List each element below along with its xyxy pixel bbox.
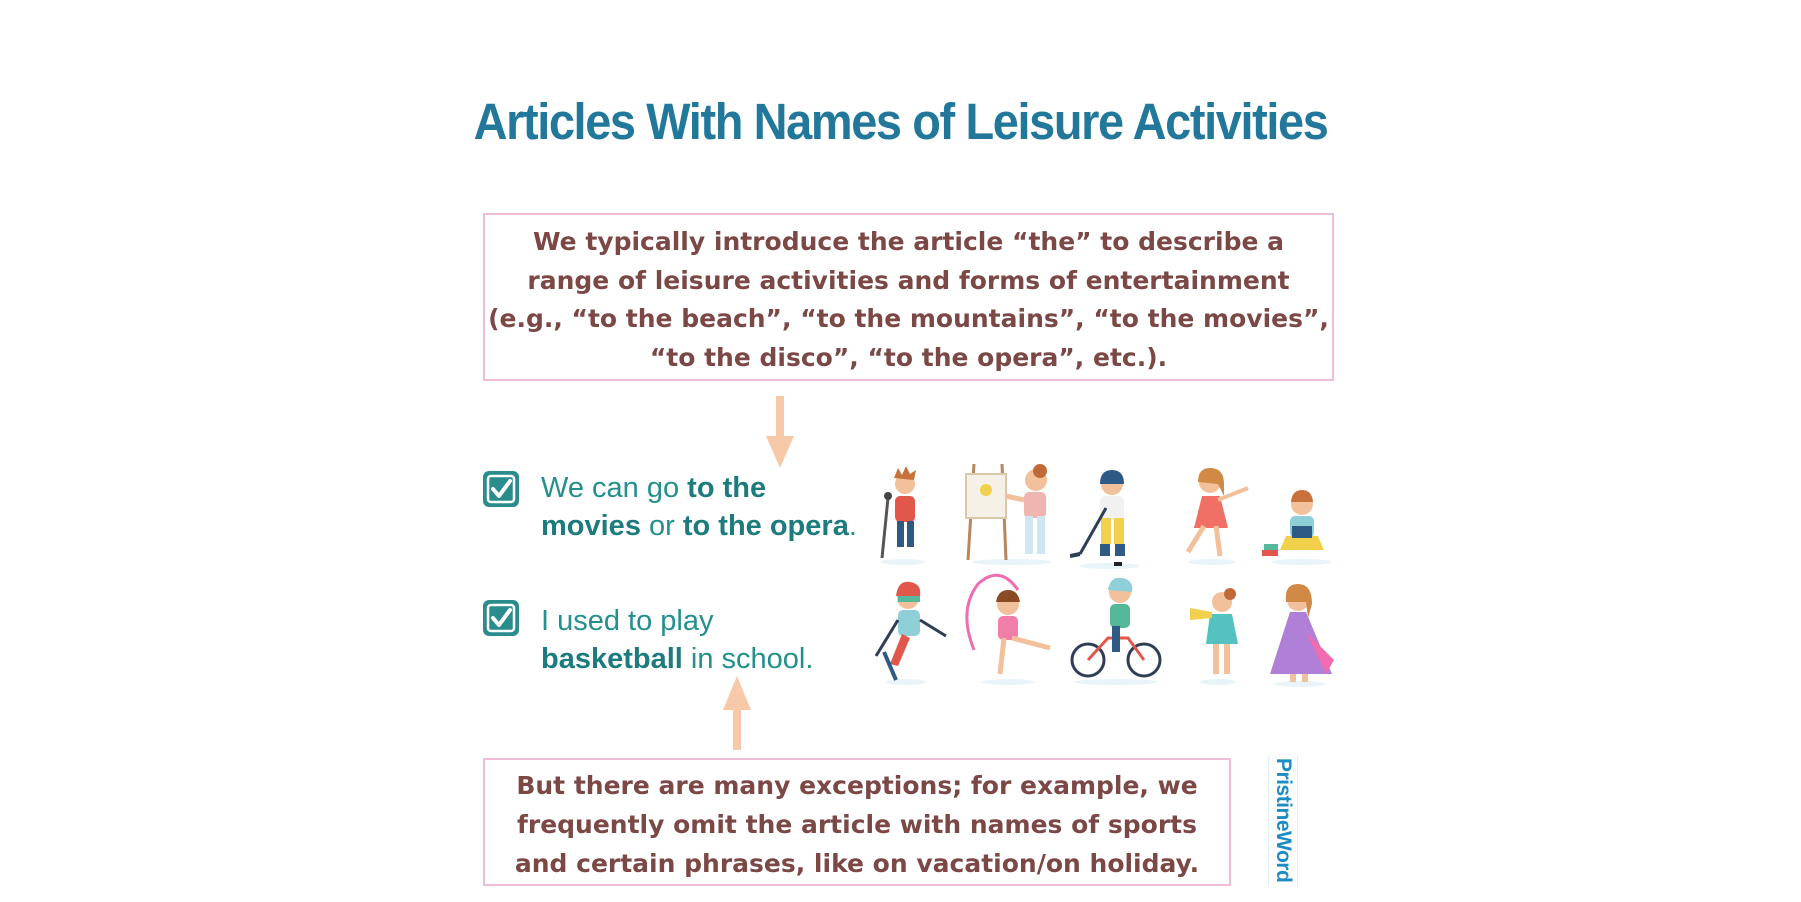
brand-text: PristineWord — [1272, 758, 1295, 883]
emphasis: to the — [687, 472, 767, 504]
exception-box — [483, 758, 1231, 886]
kid-hockey-illustration — [1070, 468, 1152, 570]
intro-line: (e.g., “to the beach”, “to the mountains”, “to the movies”, — [488, 304, 1329, 333]
exception-line: But there are many exceptions; for example, we — [516, 771, 1198, 800]
up-arrow-icon — [723, 676, 751, 750]
kid-cycling-illustration — [1068, 576, 1164, 686]
kid-painting-illustration — [962, 460, 1062, 566]
kid-princess-illustration — [1260, 582, 1340, 688]
down-arrow-icon — [766, 396, 794, 468]
checkbox-checked-icon — [483, 600, 519, 636]
emphasis: movies — [541, 510, 641, 542]
page-title: Articles With Names of Leisure Activities — [473, 93, 1328, 150]
exception-line: and certain phrases, like on vacation/on holiday. — [514, 849, 1200, 878]
kid-skiing-illustration — [870, 580, 950, 686]
intro-line: “to the disco”, “to the opera”, etc.). — [649, 342, 1168, 372]
kid-reading-illustration — [1262, 486, 1336, 566]
example-sentence-1: We can go to the movies or to the opera. — [541, 472, 857, 542]
emphasis: basketball — [541, 643, 683, 675]
intro-line: range of leisure activities and forms of entertainment — [527, 265, 1290, 295]
checkbox-checked-icon — [483, 471, 519, 507]
kid-dancing-illustration — [1172, 466, 1254, 566]
intro-box — [483, 213, 1334, 381]
brand-logo — [1268, 756, 1298, 888]
kid-trumpet-illustration — [1186, 586, 1246, 686]
kid-gymnastics-illustration — [958, 570, 1054, 686]
exception-line: frequently omit the article with names of sports — [517, 810, 1197, 839]
example-sentence-2: I used to play basketball in school. — [541, 605, 814, 675]
kid-singing-illustration — [868, 466, 938, 566]
intro-line: We typically introduce the article “the” to describe a — [532, 227, 1285, 256]
emphasis: to the opera — [682, 510, 849, 542]
